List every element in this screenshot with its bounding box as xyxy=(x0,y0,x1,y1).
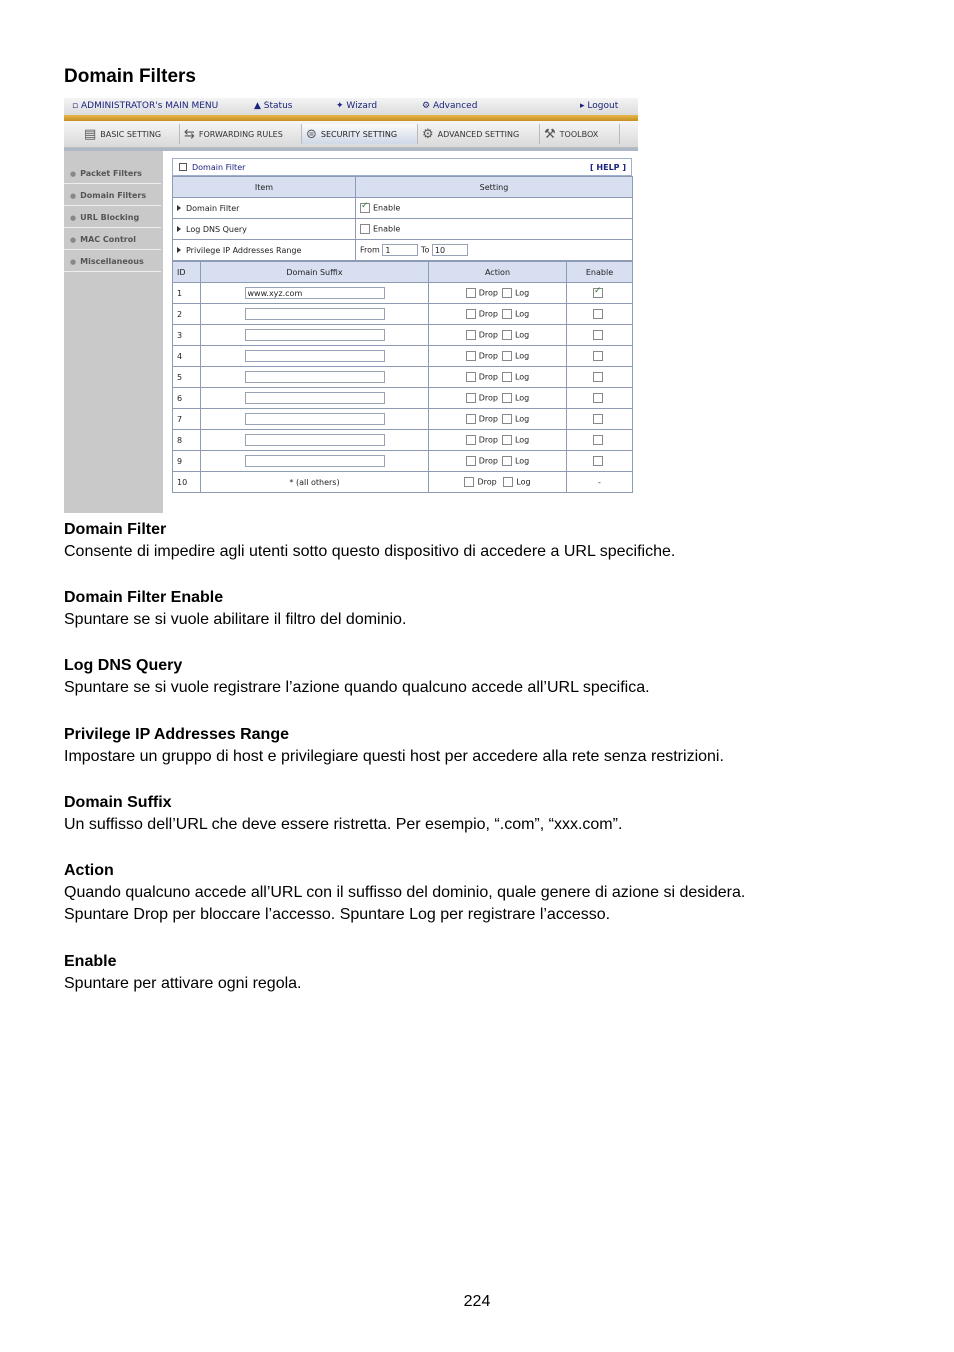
log-checkbox[interactable] xyxy=(502,288,512,298)
rule-suffix-cell xyxy=(201,430,429,451)
column-header-setting: Setting xyxy=(356,177,633,198)
table-row xyxy=(173,367,633,388)
rule-enable-checkbox[interactable] xyxy=(593,372,603,382)
section-text: Un suffisso dell’URL che deve essere ristretta. Per esempio, “.com”, “xxx.com”. xyxy=(64,816,623,833)
rules-table xyxy=(172,261,633,493)
bullet-icon: ● xyxy=(70,213,77,222)
description-action xyxy=(64,860,904,926)
page-number: 224 xyxy=(463,1293,491,1310)
rule-action: Drop Log xyxy=(429,451,567,472)
drop-checkbox[interactable] xyxy=(466,414,476,424)
section-text: Consente di impedire agli utenti sotto questo dispositivo di accedere a URL specifiche. xyxy=(64,543,676,560)
square-icon: ▫ xyxy=(72,101,79,111)
rule-enable-checkbox[interactable] xyxy=(593,309,603,319)
rule-enable-checkbox[interactable] xyxy=(593,288,603,298)
triangle-right-icon xyxy=(177,247,181,253)
bullet-icon: ● xyxy=(70,191,77,200)
description-domain-filter xyxy=(64,519,904,563)
rule-enable-cell xyxy=(567,367,633,388)
description-domain-suffix xyxy=(64,792,904,836)
logout-link[interactable]: ▸ Logout xyxy=(580,101,619,111)
panel-header: Domain Filter [ HELP ] xyxy=(172,158,632,176)
main-menu-link[interactable]: ▫ ADMINISTRATOR's MAIN MENU xyxy=(72,101,219,111)
column-header-suffix: Domain Suffix xyxy=(201,262,429,283)
row-label-log-dns: Log DNS Query xyxy=(173,219,356,240)
rule-action: Drop Log xyxy=(429,367,567,388)
page-title: Domain Filters xyxy=(64,66,196,87)
rule-enable-cell xyxy=(567,325,633,346)
table-row xyxy=(173,304,633,325)
table-row xyxy=(173,409,633,430)
sidebar-item-miscellaneous[interactable]: ● Miscellaneous xyxy=(64,252,161,272)
rule-suffix-cell xyxy=(201,283,429,304)
domain-filter-panel xyxy=(172,158,632,493)
description-log-dns-query xyxy=(64,655,904,699)
row-label-privilege-ip: Privilege IP Addresses Range xyxy=(173,240,356,261)
rule-id: 2 xyxy=(173,304,201,325)
table-row xyxy=(173,430,633,451)
rule-id: 6 xyxy=(173,388,201,409)
wizard-icon: ✦ xyxy=(336,101,344,111)
folder-icon: ▤ xyxy=(84,126,97,142)
log-dns-enable-checkbox[interactable] xyxy=(360,224,370,234)
privilege-ip-setting: From 1 To 10 xyxy=(356,240,633,261)
rule-id: 9 xyxy=(173,451,201,472)
domain-suffix-input[interactable] xyxy=(245,371,385,383)
rule-suffix-cell xyxy=(201,346,429,367)
settings-table xyxy=(172,176,633,261)
rule-action: Drop Log xyxy=(429,325,567,346)
top-menu-bar xyxy=(64,98,638,116)
bullet-icon: ● xyxy=(70,169,77,178)
description-enable xyxy=(64,951,904,995)
description-privilege-ip xyxy=(64,724,904,768)
square-icon xyxy=(179,163,187,171)
triangle-right-icon xyxy=(177,226,181,232)
section-heading: Log DNS Query xyxy=(64,657,183,674)
rule-id: 5 xyxy=(173,367,201,388)
log-checkbox[interactable] xyxy=(502,372,512,382)
domain-filter-setting: ✓ Enable xyxy=(356,198,633,219)
rule-enable-cell xyxy=(567,451,633,472)
rule-suffix-cell xyxy=(201,409,429,430)
advanced-link[interactable]: ⚙ Advanced xyxy=(422,101,478,111)
toolbox-icon: ⚒ xyxy=(544,126,556,142)
log-checkbox[interactable] xyxy=(502,330,512,340)
section-text: Spuntare se si vuole registrare l’azione quando qualcuno accede all’URL specifica. xyxy=(64,679,650,696)
tab-bar xyxy=(64,121,638,148)
rule-suffix-cell xyxy=(201,367,429,388)
rule-enable-placeholder: - xyxy=(567,472,633,493)
rule-action: Drop Log xyxy=(429,388,567,409)
tab-advanced-setting[interactable]: ⚙ ADVANCED SETTING xyxy=(418,124,540,144)
log-checkbox[interactable] xyxy=(502,435,512,445)
log-checkbox[interactable] xyxy=(502,414,512,424)
drop-checkbox[interactable] xyxy=(466,288,476,298)
router-screenshot xyxy=(64,98,638,513)
drop-checkbox[interactable] xyxy=(466,330,476,340)
rule-id: 3 xyxy=(173,325,201,346)
rule-action: Drop Log xyxy=(429,304,567,325)
log-checkbox[interactable] xyxy=(502,393,512,403)
rule-action: Drop Log xyxy=(429,472,567,493)
log-checkbox[interactable] xyxy=(502,351,512,361)
wizard-link[interactable]: ✦ Wizard xyxy=(336,101,378,111)
tab-basic-setting[interactable]: ▤ BASIC SETTING xyxy=(80,124,180,144)
table-row xyxy=(173,283,633,304)
log-checkbox[interactable] xyxy=(502,309,512,319)
table-row xyxy=(173,451,633,472)
drop-checkbox[interactable] xyxy=(466,456,476,466)
help-link[interactable]: [ HELP ] xyxy=(589,162,626,172)
description-domain-filter-enable xyxy=(64,587,904,631)
section-heading: Domain Filter Enable xyxy=(64,589,224,606)
rule-id: 4 xyxy=(173,346,201,367)
drop-checkbox[interactable] xyxy=(464,477,474,487)
privilege-from-input[interactable]: 1 xyxy=(382,244,418,256)
domain-suffix-input[interactable] xyxy=(245,392,385,404)
rule-enable-cell xyxy=(567,409,633,430)
advanced-icon: ⚙ xyxy=(422,101,431,111)
bullet-icon: ● xyxy=(70,257,77,266)
log-checkbox[interactable] xyxy=(502,456,512,466)
lock-icon: ⊜ xyxy=(306,126,317,142)
tab-toolbox[interactable]: ⚒ TOOLBOX xyxy=(540,124,620,144)
rule-id: 10 xyxy=(173,472,201,493)
tab-security-setting[interactable]: ⊜ SECURITY SETTING xyxy=(302,124,418,144)
rule-enable-checkbox[interactable] xyxy=(593,414,603,424)
rule-suffix-cell xyxy=(201,304,429,325)
section-text: Impostare un gruppo di host e privilegiare questi host per accedere alla rete senza restrizioni. xyxy=(64,748,724,765)
status-icon: ▲ xyxy=(254,101,261,111)
section-heading: Action xyxy=(64,862,114,879)
section-heading: Privilege IP Addresses Range xyxy=(64,726,289,743)
sidebar-item-url-blocking[interactable]: ● URL Blocking xyxy=(64,208,161,228)
rule-suffix-cell xyxy=(201,451,429,472)
rule-action: Drop Log xyxy=(429,346,567,367)
tab-forwarding-rules[interactable]: ⇆ FORWARDING RULES xyxy=(180,124,302,144)
domain-suffix-input[interactable] xyxy=(245,455,385,467)
arrow-right-icon: ▸ xyxy=(580,101,585,111)
rule-enable-checkbox[interactable] xyxy=(593,393,603,403)
row-label-domain-filter: Domain Filter xyxy=(173,198,356,219)
rule-suffix-cell xyxy=(201,325,429,346)
domain-filter-enable-checkbox[interactable] xyxy=(360,203,370,213)
table-row xyxy=(173,325,633,346)
rule-action: Drop Log xyxy=(429,409,567,430)
domain-suffix-input[interactable] xyxy=(245,413,385,425)
rule-action: Drop Log xyxy=(429,283,567,304)
rule-enable-cell xyxy=(567,346,633,367)
rule-enable-cell xyxy=(567,430,633,451)
forward-icon: ⇆ xyxy=(184,126,195,142)
section-text: Spuntare se si vuole abilitare il filtro del dominio. xyxy=(64,611,407,628)
drop-checkbox[interactable] xyxy=(466,393,476,403)
domain-suffix-input[interactable] xyxy=(245,350,385,362)
triangle-right-icon xyxy=(177,205,181,211)
section-heading: Enable xyxy=(64,953,117,970)
section-text: Quando qualcuno accede all’URL con il suffisso del dominio, quale genere di azione si desidera. xyxy=(64,884,746,901)
rule-enable-cell xyxy=(567,388,633,409)
domain-suffix-input[interactable] xyxy=(245,308,385,320)
table-row xyxy=(173,346,633,367)
sidebar xyxy=(64,151,163,513)
domain-suffix-input[interactable]: www.xyz.com xyxy=(245,287,385,299)
sidebar-item-mac-control[interactable]: ● MAC Control xyxy=(64,230,161,250)
rule-enable-checkbox[interactable] xyxy=(593,351,603,361)
drop-checkbox[interactable] xyxy=(466,435,476,445)
rule-enable-cell xyxy=(567,304,633,325)
log-checkbox[interactable] xyxy=(503,477,513,487)
section-heading: Domain Suffix xyxy=(64,794,172,811)
rule-suffix-cell xyxy=(201,388,429,409)
drop-checkbox[interactable] xyxy=(466,372,476,382)
column-header-item: Item xyxy=(173,177,356,198)
rule-enable-cell xyxy=(567,283,633,304)
rule-suffix-default: * (all others) xyxy=(201,472,429,493)
section-heading: Domain Filter xyxy=(64,521,167,538)
table-row xyxy=(173,388,633,409)
log-dns-setting: Enable xyxy=(356,219,633,240)
domain-suffix-input[interactable] xyxy=(245,434,385,446)
rule-enable-checkbox[interactable] xyxy=(593,435,603,445)
drop-checkbox[interactable] xyxy=(466,351,476,361)
bullet-icon: ● xyxy=(70,235,77,244)
column-header-action: Action xyxy=(429,262,567,283)
status-link[interactable]: ▲ Status xyxy=(254,101,293,111)
gear-icon: ⚙ xyxy=(422,126,434,142)
privilege-to-input[interactable]: 10 xyxy=(432,244,468,256)
section-text: Spuntare per attivare ogni regola. xyxy=(64,975,302,992)
domain-suffix-input[interactable] xyxy=(245,329,385,341)
rule-enable-checkbox[interactable] xyxy=(593,330,603,340)
rule-id: 7 xyxy=(173,409,201,430)
sidebar-item-packet-filters[interactable]: ● Packet Filters xyxy=(64,164,161,184)
rule-enable-checkbox[interactable] xyxy=(593,456,603,466)
table-row xyxy=(173,472,633,493)
drop-checkbox[interactable] xyxy=(466,309,476,319)
section-text-2: Spuntare Drop per bloccare l’accesso. Spuntare Log per registrare l’accesso. xyxy=(64,906,611,923)
sidebar-item-domain-filters[interactable]: ● Domain Filters xyxy=(64,186,161,206)
column-header-enable: Enable xyxy=(567,262,633,283)
rule-action: Drop Log xyxy=(429,430,567,451)
column-header-id: ID xyxy=(173,262,201,283)
rule-id: 8 xyxy=(173,430,201,451)
rule-id: 1 xyxy=(173,283,201,304)
